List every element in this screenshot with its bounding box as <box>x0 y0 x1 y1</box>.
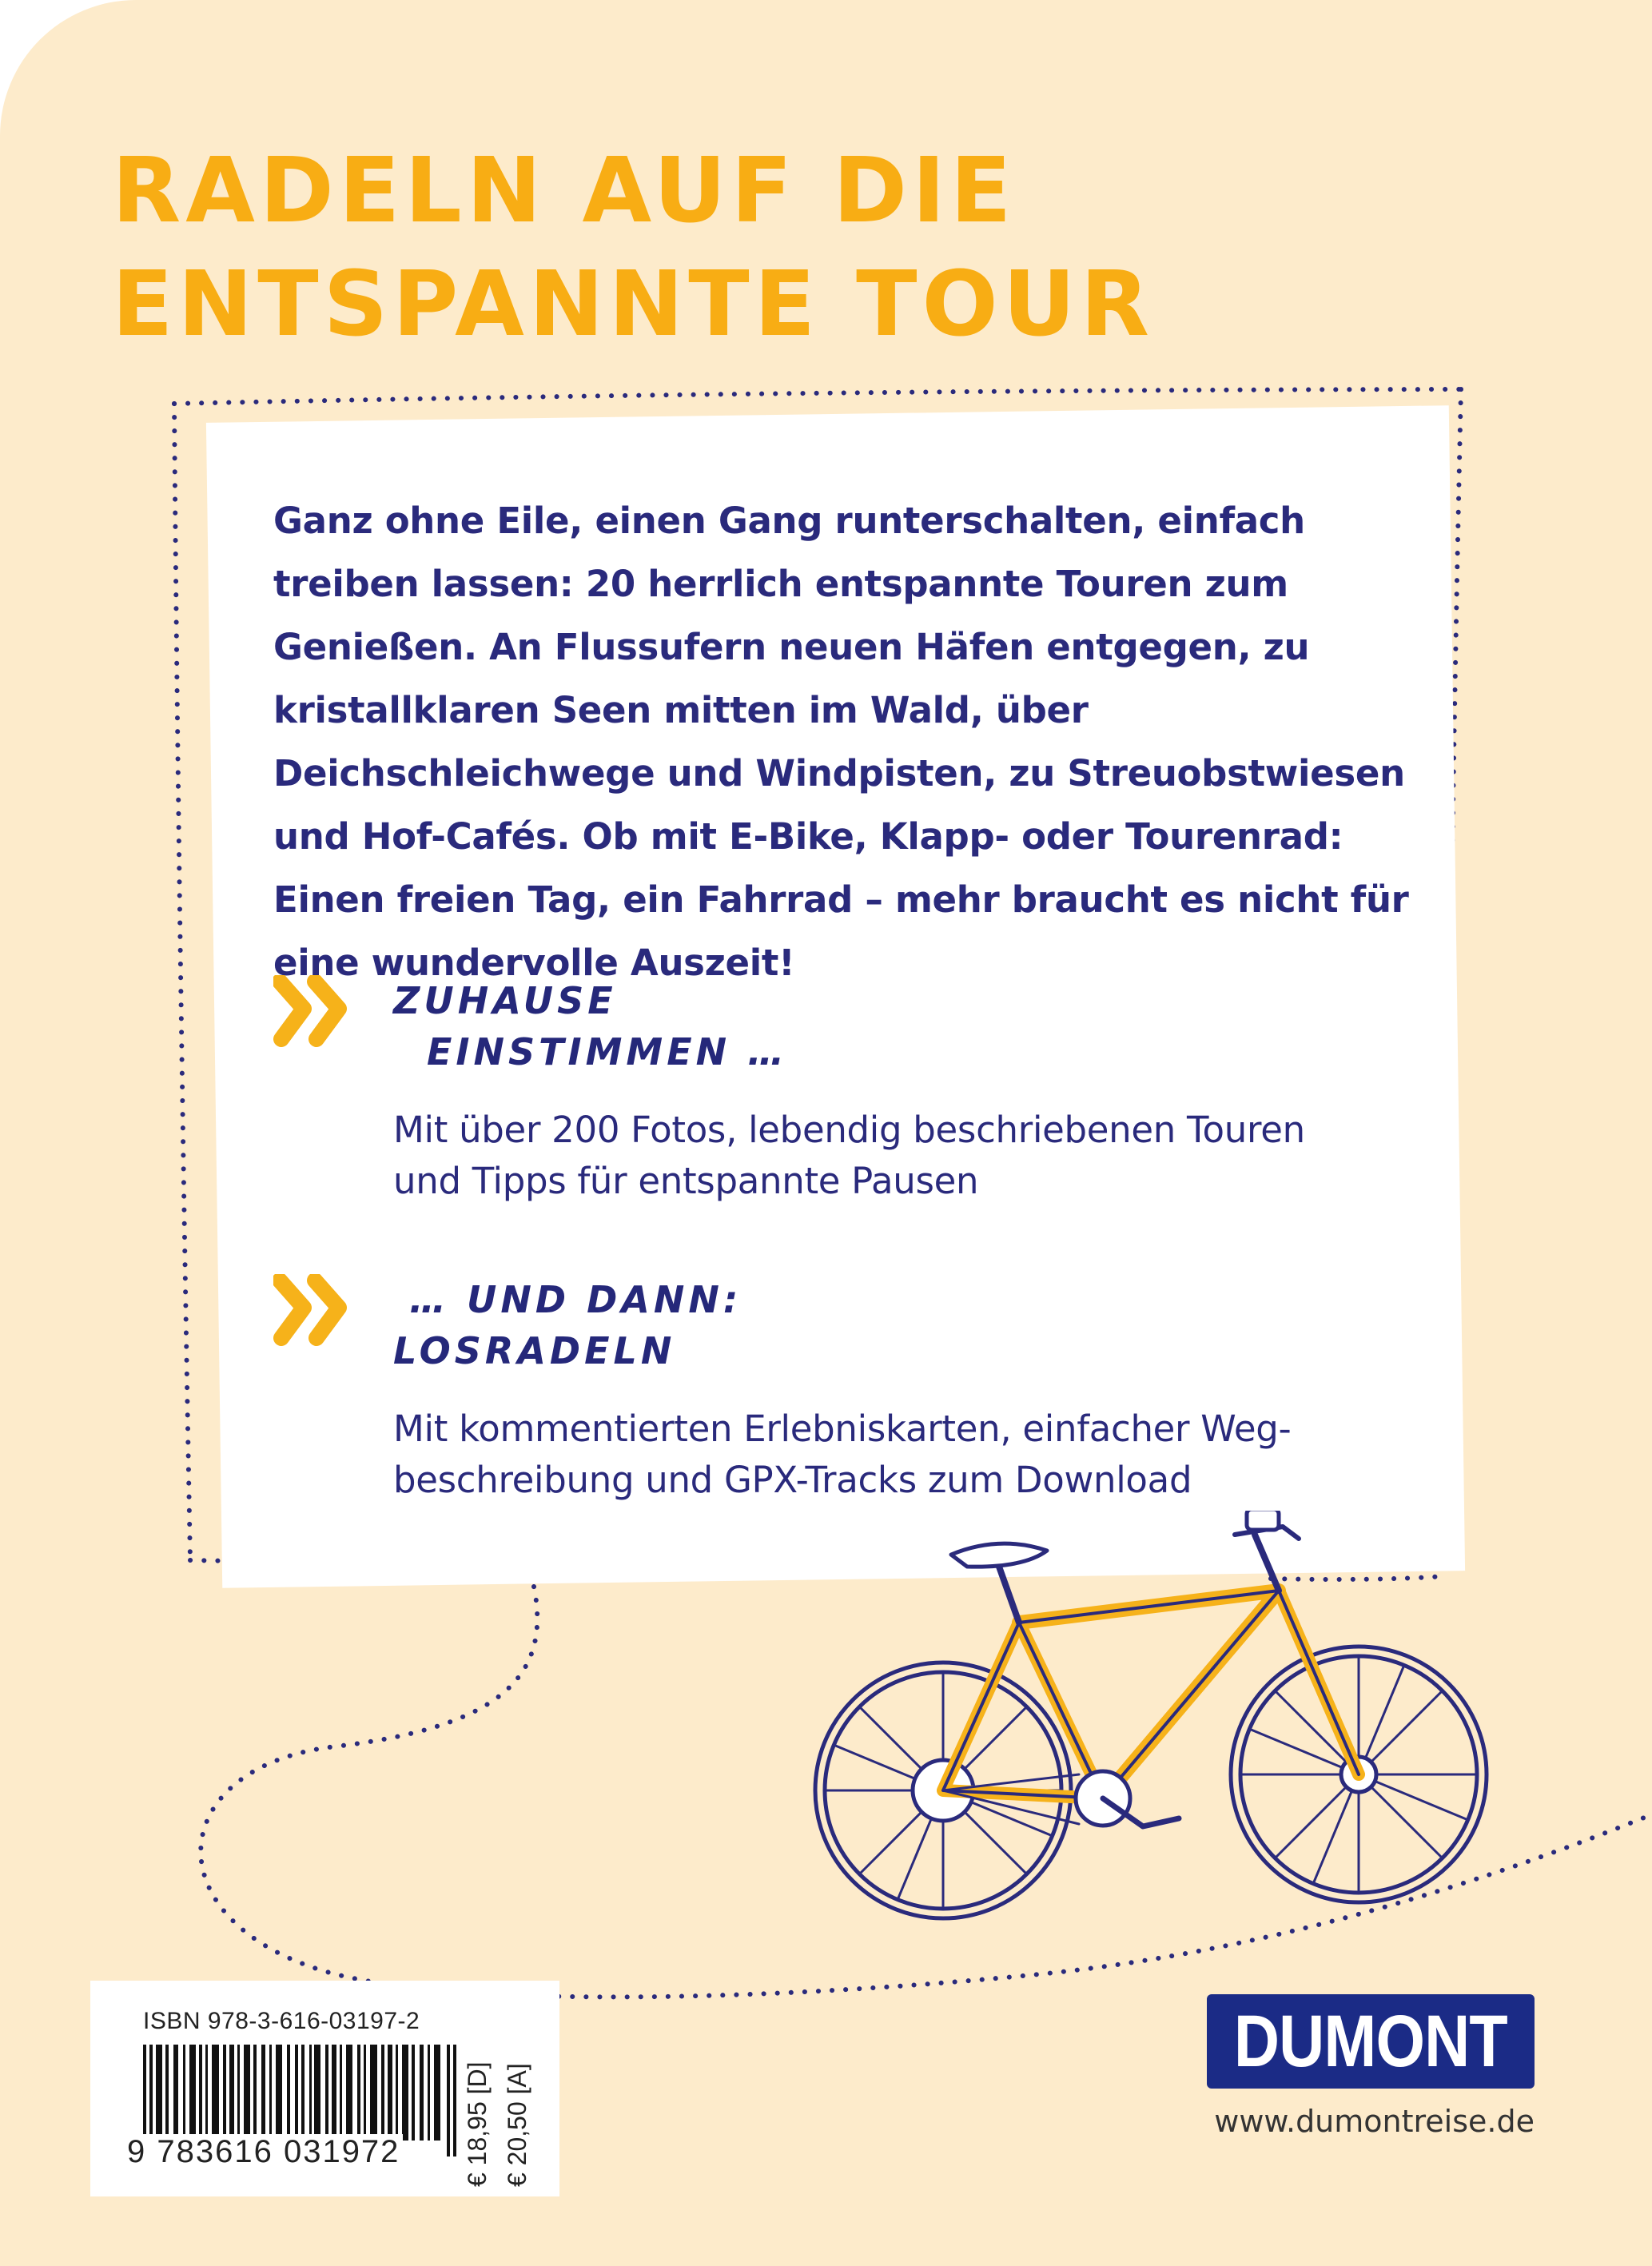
feature-heading-line-2: LOSRADELN <box>393 1329 676 1372</box>
title-line-2: ENTSPANNTE TOUR <box>112 253 1154 356</box>
isbn-number: ISBN 978-3-616-03197-2 <box>143 2008 420 2034</box>
feature-text: Mit über 200 Fotos, lebendig beschriebenen Touren und Tipps für entspannte Pausen <box>393 1109 1305 1202</box>
feature-heading-line-1: ZUHAUSE <box>393 979 617 1022</box>
barcode-panel <box>90 1981 559 2196</box>
double-chevron-icon <box>273 1274 361 1346</box>
card-content <box>273 489 1424 1501</box>
feature-heading-line-1: … UND DANN: <box>409 1278 742 1321</box>
publisher-logo-text: DUMONT <box>1233 2000 1508 2082</box>
intro-text: Ganz ohne Eile, einen Gang runterschalten, einfach treiben lassen: 20 herrlich entspannte Touren zum Genießen. An Flussufern neuen Häfen entgegen, zu kristallklaren Seen mitten im Wald, über Deichschleichwege und Windpisten, zu Streuobstwiesen und Hof-Cafés. Ob mit E-Bike, Klapp- oder Tourenrad: Einen freien Tag, ein Fahrrad – mehr braucht es nicht für eine wundervolle Auszeit! <box>273 500 1409 984</box>
feature-heading <box>393 975 788 1077</box>
feature-heading <box>393 1274 742 1376</box>
feature-heading-line-2: EINSTIMMEN … <box>427 1030 789 1073</box>
double-chevron-icon <box>273 975 361 1047</box>
bicycle-illustration <box>799 1511 1519 1958</box>
price-germany: € 18,95 [D] <box>463 2061 492 2187</box>
barcode-digits: 9 783616 031972 <box>124 2134 403 2170</box>
feature-text: Mit kommentierten Erlebniskarten, einfacher Weg-beschreibung und GPX-Tracks zum Download <box>393 1408 1292 1501</box>
price-austria: € 20,50 [A] <box>503 2063 531 2187</box>
feature-losradeln <box>273 1274 1424 1546</box>
publisher-logo <box>1207 1994 1535 2089</box>
title-line-1: RADELN AUF DIE <box>112 139 1017 243</box>
publisher-url[interactable]: www.dumontreise.de <box>1214 2104 1535 2139</box>
feature-zuhause-einstimmen <box>273 975 1424 1247</box>
